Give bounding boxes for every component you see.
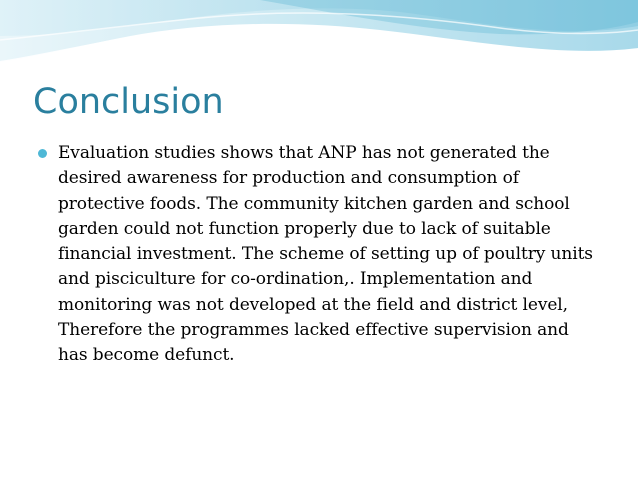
bullet-item: [38, 141, 598, 369]
bullet-text: Evaluation studies shows that ANP has not generated the desired awareness for production and consumption of protective foods. The community kitchen garden and school garden could not function properly due to lack of suitable financial investment. The scheme of setting up of poultry units and pisciculture for co-ordination,. Implementation and monitoring was not developed at the field and district level, Therefore the programmes lacked effective supervision and has become defunct.: [58, 143, 593, 366]
header-wave-decoration: [0, 0, 638, 90]
bullet-dot-icon: [38, 149, 47, 158]
slide-title: Conclusion: [33, 82, 224, 122]
bullet-list: [38, 141, 598, 369]
